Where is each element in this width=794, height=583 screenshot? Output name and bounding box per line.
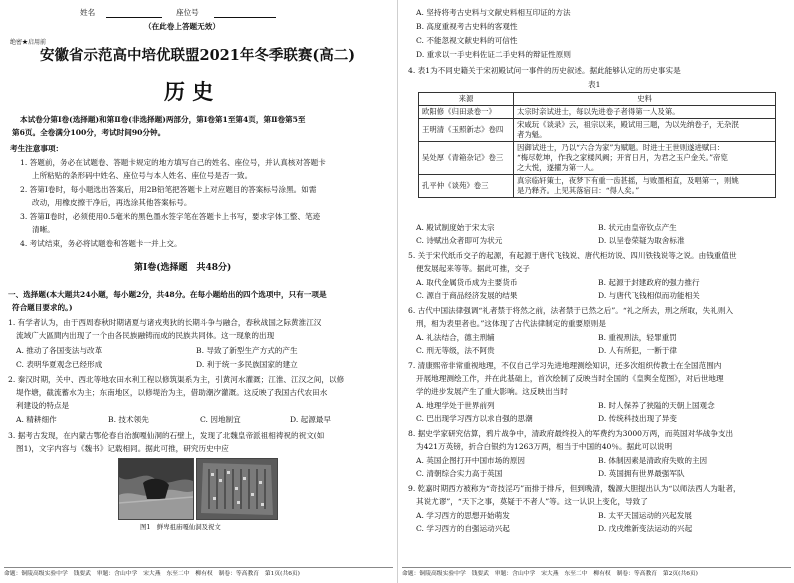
note-line: 1. 答题前，务必在试题卷、答题卡规定的地方填写自己的姓名、座位号，并认真核对答题卡 <box>20 158 326 167</box>
table-cell-material <box>514 119 776 142</box>
q9-option-b: B. 太平天国运动的兴起发展 <box>598 511 692 520</box>
table-row <box>419 106 776 119</box>
table-cell-line: 真宗临轩策士，夜梦下有重一齿甚摇，与败墨相直，及唱第一，则姚 <box>517 176 739 185</box>
seat-label: 座位号 <box>176 8 199 17</box>
q9-option-a: A. 学习西方的思想开始萌发 <box>416 511 510 520</box>
section-line-2: 符合题目要求的。) <box>12 303 73 312</box>
q8-stem-line: 8. 据史学家研究估算，鸦片战争中，清政府最终投入的军费约为3000万两，而英国对华战争支出 <box>408 429 734 438</box>
table-row <box>419 142 776 175</box>
name-blank <box>106 17 162 18</box>
seat-blank <box>214 17 276 18</box>
q7-stem-line: 7. 清康熙帝非常重视地理，不仅自己学习先进地理测绘知识，还多次组织传教士在全国范围内 <box>408 361 722 370</box>
q6-option-b: B. 重视刑法，轻罪重罚 <box>598 333 677 342</box>
q5-option-c: C. 源自于商品经济发展的结果 <box>416 291 518 300</box>
table-cell-line: 是乃释齐。上见其落宿曰：“得人矣。” <box>517 186 640 195</box>
q2-option-c: C. 因地制宜 <box>200 415 241 424</box>
q8-option-c: C. 清朝综合实力高于英国 <box>416 469 503 478</box>
q7-option-d: D. 传统科技出现了异变 <box>598 414 677 423</box>
table-cell-material <box>514 106 776 119</box>
q3-option-a: A. 坚持将考古史料与文献史料相互印证的方法 <box>416 8 571 17</box>
q6-option-a: A. 礼法结合，德主刑辅 <box>416 333 495 342</box>
q9-option-c: C. 学习西方的自强运动兴起 <box>416 524 510 533</box>
intro-line-2: 第6页。全卷满分100分，考试时间90分钟。 <box>12 128 166 137</box>
table-1-caption: 表1 <box>588 80 601 89</box>
table-row <box>419 175 776 198</box>
no-answer-notice: （在此卷上答题无效） <box>144 22 220 31</box>
cave-photo-image <box>119 459 193 519</box>
footer-rule <box>4 567 393 568</box>
q5-stem-line: 5. 关于宋代纸币交子的起源，有起源于唐代飞钱说、唐代柜坊说、四川铁钱说等之说。由钱重值世 <box>408 251 737 260</box>
inscription-photo <box>196 458 278 520</box>
q9-stem-line: 9. 乾嘉时期西方被称为“奇技淫巧”而排于排斥，但到晚清，魏源大胆提出认为“以师法西人为耻者， <box>408 484 741 493</box>
page-one <box>4 0 393 583</box>
q6-option-d: D. 人有所犯，一断于律 <box>598 346 677 355</box>
table-cell-line: “梅尽乾坤，作我之家楼风阙；开宵日月，为君之玉户金关。”帝览 <box>517 153 728 162</box>
table-cell-line: 者为魁。 <box>517 130 547 139</box>
table-cell-line: 宋咸玩《谈录》云，祖宗以来，殿试用三题，为以先纳卷子，无杂泯 <box>517 120 739 129</box>
q2-option-d: D. 起源最早 <box>290 415 332 424</box>
q7-option-c: C. 巴出现学习西方以求自强的思潮 <box>416 414 533 423</box>
history-sources-table <box>418 92 776 198</box>
q4-option-a: A. 殿试制度始于宋太宗 <box>416 223 495 232</box>
footer-rule <box>402 567 791 568</box>
q8-stem-line: 为421万英镑，折合白银约为1263万两，相当于中国的40％。据此可以说明 <box>416 442 673 451</box>
cave-photo <box>118 458 194 520</box>
q6-option-c: C. 刑无等级，法不阿贵 <box>416 346 495 355</box>
table-header-source: 来源 <box>419 93 514 106</box>
q4-option-d: D. 以呈卷荣疑为取舍标准 <box>598 236 685 245</box>
q9-option-d: D. 戊戌维新变法运动的兴起 <box>598 524 693 533</box>
note-line: 3. 答第Ⅱ卷时，必须使用0.5毫米的黑色墨水签字笔在答题卡上书写，要求字体工整、笔迹 <box>20 212 321 221</box>
note-line: 改动，用橡皮擦干净后，再选涂其他答案标号。 <box>32 198 192 207</box>
q7-stem-line: 开展地理测绘工作，并在此基础上，首次绘制了反映当时全国的《皇舆全览图》，对后世地理 <box>416 374 724 383</box>
q5-option-d: D. 与唐代飞钱相似而功能相关 <box>598 291 700 300</box>
q1-option-b: B. 导致了新型生产方式的产生 <box>196 346 298 355</box>
q2-stem-line: 2. 秦汉时期，关中、西北等地农田水利工程以修筑渠系为主，引黄河水灌溉；江淮、江汉之间，以修 <box>8 375 345 384</box>
table-cell-line: 因御试进士，乃以“六合为家”为赋题。时进士王世则遂进赋曰： <box>517 143 725 152</box>
table-cell-source: 欧阳修《归田录卷一》 <box>419 106 514 119</box>
name-label: 姓名 <box>80 8 96 17</box>
note-line: 上所粘贴的条形码中姓名、座位号与本人姓名、座位号是否一致。 <box>32 171 253 180</box>
exam-title: 安徽省示范高中培优联盟2021年冬季联赛(高二) <box>40 47 356 64</box>
q2-stem-line: 利建设的特点是 <box>16 401 70 410</box>
q6-stem-line: 刑，相为表里者也。”这体现了古代法律制定的重要原则是 <box>416 319 606 328</box>
q3-option-b: B. 高度重视考古史料的客观性 <box>416 22 518 31</box>
note-line: 清晰。 <box>32 225 55 234</box>
q3-option-c: C. 不能忽视文献史料的可信性 <box>416 36 518 45</box>
part-one-title: 第Ⅰ卷(选择题 共48分) <box>134 263 232 273</box>
subject-title: 历 史 <box>164 79 214 104</box>
note-line: 2. 答第Ⅰ卷时，每小题选出答案后，用2B铅笔把答题卡上对应题目的答案标号涂黑。如需 <box>20 185 317 194</box>
q5-option-a: A. 取代金属货币成为主要货币 <box>416 278 518 287</box>
q2-stem-line: 堤作塘，截流蓄水为主；东南地区，以修堤治为主，借助潮汐灌溉。这反映了我国古代农田水 <box>16 388 328 397</box>
q9-stem-line: 其说尤谬”，“天下之事，莫疑于不者人”等。这一认识上变化，导致了 <box>416 497 648 506</box>
intro-line-1: 本试卷分第Ⅰ卷(选择题)和第Ⅱ卷(非选择题)两部分，第Ⅰ卷第1至第4页，第Ⅱ卷第5至 <box>20 115 306 124</box>
table-cell-source: 孔平仲《谈苑》卷三 <box>419 175 514 198</box>
confidential-mark: 绝密★启用前 <box>10 39 47 46</box>
table-cell-source: 王明清《玉照新志》卷四 <box>419 119 514 142</box>
table-cell-material <box>514 175 776 198</box>
section-line-1: 一、选择题(本大题共24小题，每小题2分，共48分。在每小题给出的四个选项中，只有一项是 <box>8 290 327 299</box>
q6-stem-line: 6. 古代中国法律强调“礼者禁于将然之前，法者禁于已然之后”。“礼之所去，刑之所取，失礼则入 <box>408 306 734 315</box>
q4-stem: 4. 表1为不同史籍关于宋初殿试问一事件的历史叙述。据此能够认定的历史事实是 <box>408 66 681 75</box>
table-header-material: 史料 <box>514 93 776 106</box>
page-two-footer: 命题：铜陵高级实验中学 钱要武 审题：含山中学 宋大燕 东至二中 柳有权 制卷：等高教育 第2页(共6页) <box>402 571 698 577</box>
q3-stem-line: 3. 据考古发现，在内蒙古鄂伦春自治旗嘎仙洞的石壁上，发现了北魏皇帝派祖相祷祝的祝文(如 <box>8 431 325 440</box>
table-cell-source: 吴处厚《青箱杂记》卷三 <box>419 142 514 175</box>
page-divider <box>397 0 398 583</box>
q7-option-b: B. 时人保养了狭隘的天朝上国观念 <box>598 401 715 410</box>
q8-option-a: A. 英国企图打开中国市场的原因 <box>416 456 526 465</box>
table-row <box>419 119 776 142</box>
notes-heading: 考生注意事项： <box>10 144 64 153</box>
q1-option-c: C. 表明华夏观念已经形成 <box>16 360 103 369</box>
q7-stem-line: 学的进步发展产生了重大影响。这反映出当时 <box>416 387 568 396</box>
q1-option-a: A. 推动了各国变法与改革 <box>16 346 103 355</box>
page-two <box>402 0 791 583</box>
q8-option-b: B. 体制因素是清政府失败的主因 <box>598 456 708 465</box>
q1-option-d: D. 利于统一多民族国家的建立 <box>196 360 298 369</box>
q8-option-d: D. 英国拥有世界最强军队 <box>598 469 685 478</box>
q4-option-c: C. 诗赋出众者即可为状元 <box>416 236 503 245</box>
q5-stem-line: 便发展起来等等。据此可推，交子 <box>416 264 530 273</box>
q3-option-d: D. 重求以一手史料佐证二手史料的辩证性原则 <box>416 50 571 59</box>
q5-option-b: B. 起源于封建政府的强力推行 <box>598 278 700 287</box>
q3-stem-line: 图1)，文字内容与《魏书》记载相同。据此可推，研究历史中应 <box>16 444 229 453</box>
q1-stem-line: 流域广大區間内出现了一个由各民族融铸而成的民族共同体。这一现象的出现 <box>16 331 275 340</box>
q2-option-a: A. 精耕细作 <box>16 415 57 424</box>
page-one-footer: 命题：铜陵高级实验中学 钱要武 审题：含山中学 宋大燕 东至二中 柳有权 制卷：等高教育 第1页(共6页) <box>4 571 300 577</box>
note-line: 4. 考试结束，务必将试题卷和答题卡一并上交。 <box>20 239 182 248</box>
table-header-row <box>419 93 776 106</box>
table-cell-line: 之大悦，遂擢为第一人。 <box>517 163 599 172</box>
q4-option-b: B. 状元由皇帝钦点产生 <box>598 223 677 232</box>
q2-option-b: B. 技术领先 <box>108 415 149 424</box>
inscription-image <box>197 459 277 519</box>
table-cell-line: 太宗时亲试进士，每以先进卷子者得第一人及第。 <box>517 107 680 116</box>
q7-option-a: A. 地理学处于世界前列 <box>416 401 495 410</box>
table-cell-material <box>514 142 776 175</box>
figure-1-caption: 图1 鲜卑祖庙嘎仙洞及祝文 <box>140 523 221 531</box>
q1-stem-line: 1. 有学者认为，由于西周春秋时期诸夏与诸戎夷狄的长期斗争与融合，春秋战国之际黄淮江汉 <box>8 318 322 327</box>
